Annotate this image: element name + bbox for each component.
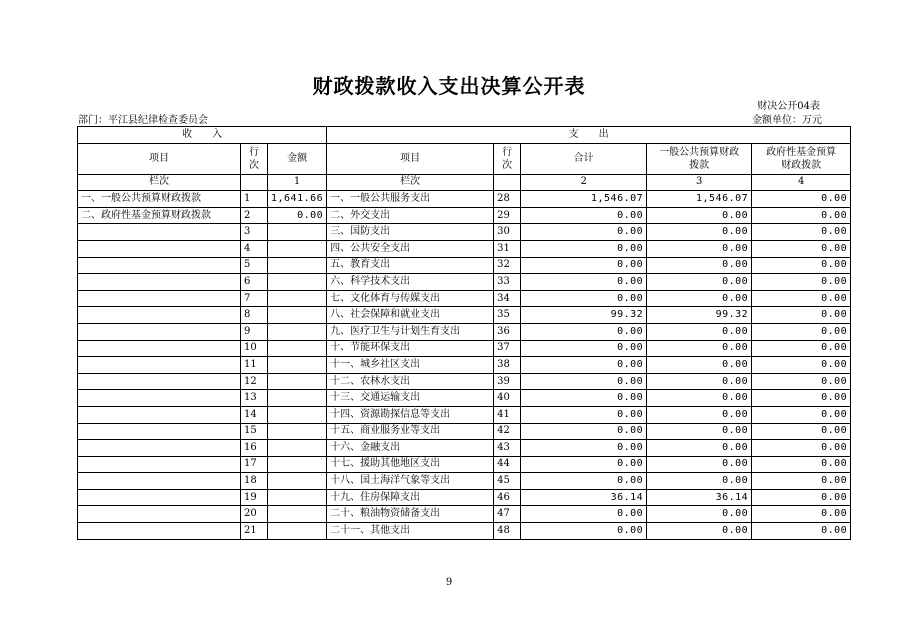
page-number: 9 [445,577,453,588]
total-cell: 0.00 [521,423,647,440]
income-item-cell [78,440,241,457]
income-line-cell: 4 [241,240,268,257]
expense-line-cell: 41 [494,406,521,423]
income-amount-cell [268,489,327,506]
income-item-cell [78,423,241,440]
fund-budget-cell: 0.00 [752,489,851,506]
expense-item-cell: 九、医疗卫生与计划生育支出 [327,323,494,340]
expense-line-cell: 34 [494,290,521,307]
expense-line-cell: 38 [494,357,521,374]
table-row [78,274,851,291]
total-cell: 99.32 [521,307,647,324]
income-item-cell [78,224,241,241]
income-amount-cell: 0.00 [268,207,327,224]
general-budget-cell: 0.00 [647,373,752,390]
expense-item-cell: 十九、住房保障支出 [327,489,494,506]
expense-item-cell: 十四、资源勘探信息等支出 [327,406,494,423]
income-line-cell: 8 [241,307,268,324]
fund-budget-cell: 0.00 [752,440,851,457]
income-item-cell: 一、一般公共预算财政拨款 [78,191,241,208]
general-budget-cell: 0.00 [647,406,752,423]
income-item-cell [78,340,241,357]
income-line-cell: 20 [241,506,268,523]
income-amount-cell [268,506,327,523]
general-budget-cell: 0.00 [647,506,752,523]
column-number-4: 4 [752,174,851,191]
expense-item-cell: 一、一般公共服务支出 [327,191,494,208]
expense-item-cell: 四、公共安全支出 [327,240,494,257]
expense-item-cell: 十五、商业服务业等支出 [327,423,494,440]
income-item-cell [78,274,241,291]
total-cell: 0.00 [521,224,647,241]
table-row [78,406,851,423]
form-number: 财决公开04表 [757,101,820,112]
fund-budget-cell: 0.00 [752,257,851,274]
general-budget-cell: 0.00 [647,257,752,274]
income-item-cell [78,257,241,274]
expense-column-label: 栏次 [327,174,494,191]
expense-item-cell: 七、文化体育与传媒支出 [327,290,494,307]
table-row [78,257,851,274]
page-title: 财政拨款收入支出决算公开表 [312,74,586,98]
income-section-header: 收 入 [78,127,327,144]
expense-item-cell: 十三、交通运输支出 [327,390,494,407]
fund-budget-cell: 0.00 [752,191,851,208]
income-line-cell: 12 [241,373,268,390]
total-cell: 0.00 [521,257,647,274]
table-row [78,340,851,357]
expense-line-cell: 47 [494,506,521,523]
table-row [78,473,851,490]
income-item-cell [78,290,241,307]
total-cell: 0.00 [521,240,647,257]
income-amount-cell [268,224,327,241]
income-line-cell: 7 [241,290,268,307]
fund-budget-cell: 0.00 [752,307,851,324]
income-item-cell [78,307,241,324]
general-budget-cell: 99.32 [647,307,752,324]
total-cell: 0.00 [521,323,647,340]
general-budget-cell: 36.14 [647,489,752,506]
income-amount-cell [268,257,327,274]
income-line-header: 行 次 [241,143,268,174]
general-budget-cell: 0.00 [647,274,752,291]
general-budget-cell: 0.00 [647,207,752,224]
fund-budget-cell: 0.00 [752,224,851,241]
department-label: 部门：平江县纪律检查委员会 [78,115,208,126]
table-row [78,357,851,374]
expense-line-cell: 35 [494,307,521,324]
expense-line-cell: 42 [494,423,521,440]
fund-budget-cell: 0.00 [752,290,851,307]
expense-item-cell: 二十一、其他支出 [327,523,494,540]
income-amount-cell [268,423,327,440]
income-item-cell [78,357,241,374]
income-item-cell [78,323,241,340]
income-column-label: 栏次 [78,174,241,191]
table-row [78,207,851,224]
total-cell: 0.00 [521,523,647,540]
table-row [78,423,851,440]
income-line-cell: 19 [241,489,268,506]
general-budget-cell: 0.00 [647,357,752,374]
column-number-3: 3 [647,174,752,191]
expense-item-cell: 二、外交支出 [327,207,494,224]
table-row [78,523,851,540]
income-line-cell: 11 [241,357,268,374]
fund-budget-cell: 0.00 [752,373,851,390]
fund-budget-cell: 0.00 [752,506,851,523]
income-item-cell [78,240,241,257]
expense-item-cell: 十一、城乡社区支出 [327,357,494,374]
total-header: 合计 [521,143,647,174]
total-cell: 0.00 [521,473,647,490]
column-number-2: 2 [521,174,647,191]
general-budget-cell: 1,546.07 [647,191,752,208]
general-budget-header: 一般公共预算财政 拨款 [647,143,752,174]
expense-line-cell: 37 [494,340,521,357]
total-cell: 0.00 [521,274,647,291]
income-amount-cell [268,390,327,407]
income-amount-cell [268,440,327,457]
income-item-cell [78,473,241,490]
table-row [78,440,851,457]
expense-line-cell: 40 [494,390,521,407]
expense-line-cell: 39 [494,373,521,390]
income-amount-cell [268,307,327,324]
expense-item-cell: 二十、粮油物资储备支出 [327,506,494,523]
expense-line-cell: 48 [494,523,521,540]
fund-budget-header: 政府性基金预算 财政拨款 [752,143,851,174]
total-cell: 0.00 [521,290,647,307]
fund-budget-cell: 0.00 [752,390,851,407]
income-line-cell: 3 [241,224,268,241]
table-row [78,489,851,506]
expense-line-cell: 44 [494,456,521,473]
general-budget-cell: 0.00 [647,523,752,540]
expense-section-header: 支 出 [327,127,851,144]
expense-item-header: 项目 [327,143,494,174]
total-cell: 0.00 [521,406,647,423]
income-item-cell [78,373,241,390]
expense-line-cell: 46 [494,489,521,506]
expense-item-cell: 六、科学技术支出 [327,274,494,291]
expense-line-cell: 36 [494,323,521,340]
general-budget-cell: 0.00 [647,473,752,490]
expense-line-cell: 45 [494,473,521,490]
fund-budget-cell: 0.00 [752,207,851,224]
income-line-cell: 14 [241,406,268,423]
income-line-cell: 21 [241,523,268,540]
fund-budget-cell: 0.00 [752,406,851,423]
table-row [78,191,851,208]
fund-budget-cell: 0.00 [752,357,851,374]
expense-item-cell: 五、教育支出 [327,257,494,274]
fund-budget-cell: 0.00 [752,274,851,291]
expense-item-cell: 八、社会保障和就业支出 [327,307,494,324]
amount-unit-label: 金额单位：万元 [752,115,822,126]
income-line-cell: 10 [241,340,268,357]
income-item-cell [78,523,241,540]
expense-item-cell: 十、节能环保支出 [327,340,494,357]
expense-item-cell: 十八、国土海洋气象等支出 [327,473,494,490]
fund-budget-cell: 0.00 [752,323,851,340]
total-cell: 0.00 [521,390,647,407]
income-amount-cell [268,290,327,307]
income-amount-cell [268,473,327,490]
total-cell: 36.14 [521,489,647,506]
income-line-cell: 16 [241,440,268,457]
expense-line-cell: 31 [494,240,521,257]
general-budget-cell: 0.00 [647,323,752,340]
income-amount-cell [268,406,327,423]
total-cell: 0.00 [521,207,647,224]
expense-line-header: 行 次 [494,143,521,174]
income-line-cell: 17 [241,456,268,473]
expense-line-cell: 29 [494,207,521,224]
table-row [78,456,851,473]
income-line-cell: 9 [241,323,268,340]
income-amount-cell [268,274,327,291]
income-item-cell [78,456,241,473]
fund-budget-cell: 0.00 [752,523,851,540]
income-item-header: 项目 [78,143,241,174]
general-budget-cell: 0.00 [647,390,752,407]
general-budget-cell: 0.00 [647,456,752,473]
table-row [78,373,851,390]
total-cell: 0.00 [521,340,647,357]
general-budget-cell: 0.00 [647,440,752,457]
expense-line-cell: 30 [494,224,521,241]
income-amount-cell [268,456,327,473]
fund-budget-cell: 0.00 [752,423,851,440]
empty-cell [241,174,268,191]
fund-budget-cell: 0.00 [752,456,851,473]
table-row [78,307,851,324]
expense-line-cell: 28 [494,191,521,208]
total-cell: 0.00 [521,373,647,390]
income-line-cell: 5 [241,257,268,274]
table-row [78,390,851,407]
column-number-1: 1 [268,174,327,191]
general-budget-cell: 0.00 [647,224,752,241]
income-line-cell: 2 [241,207,268,224]
fund-budget-cell: 0.00 [752,240,851,257]
income-amount-cell [268,323,327,340]
table-row [78,323,851,340]
total-cell: 0.00 [521,456,647,473]
table-row [78,224,851,241]
total-cell: 0.00 [521,506,647,523]
income-item-cell [78,390,241,407]
general-budget-cell: 0.00 [647,240,752,257]
income-amount-cell [268,523,327,540]
income-amount-cell [268,340,327,357]
income-amount-cell [268,357,327,374]
expense-item-cell: 三、国防支出 [327,224,494,241]
general-budget-cell: 0.00 [647,290,752,307]
income-item-cell [78,489,241,506]
income-item-cell [78,406,241,423]
income-line-cell: 1 [241,191,268,208]
income-item-cell [78,506,241,523]
empty-cell [494,174,521,191]
income-amount-cell [268,240,327,257]
income-line-cell: 15 [241,423,268,440]
income-line-cell: 18 [241,473,268,490]
expense-line-cell: 33 [494,274,521,291]
income-amount-cell [268,373,327,390]
table-row [78,290,851,307]
expense-line-cell: 32 [494,257,521,274]
fund-budget-cell: 0.00 [752,340,851,357]
income-line-cell: 6 [241,274,268,291]
general-budget-cell: 0.00 [647,340,752,357]
total-cell: 1,546.07 [521,191,647,208]
income-amount-header: 金额 [268,143,327,174]
income-item-cell: 二、政府性基金预算财政拨款 [78,207,241,224]
fiscal-table [77,126,851,540]
table-row [78,240,851,257]
table-row [78,506,851,523]
income-amount-cell: 1,641.66 [268,191,327,208]
general-budget-cell: 0.00 [647,423,752,440]
expense-item-cell: 十七、援助其他地区支出 [327,456,494,473]
expense-item-cell: 十六、金融支出 [327,440,494,457]
fund-budget-cell: 0.00 [752,473,851,490]
expense-item-cell: 十二、农林水支出 [327,373,494,390]
income-line-cell: 13 [241,390,268,407]
expense-line-cell: 43 [494,440,521,457]
total-cell: 0.00 [521,357,647,374]
total-cell: 0.00 [521,440,647,457]
